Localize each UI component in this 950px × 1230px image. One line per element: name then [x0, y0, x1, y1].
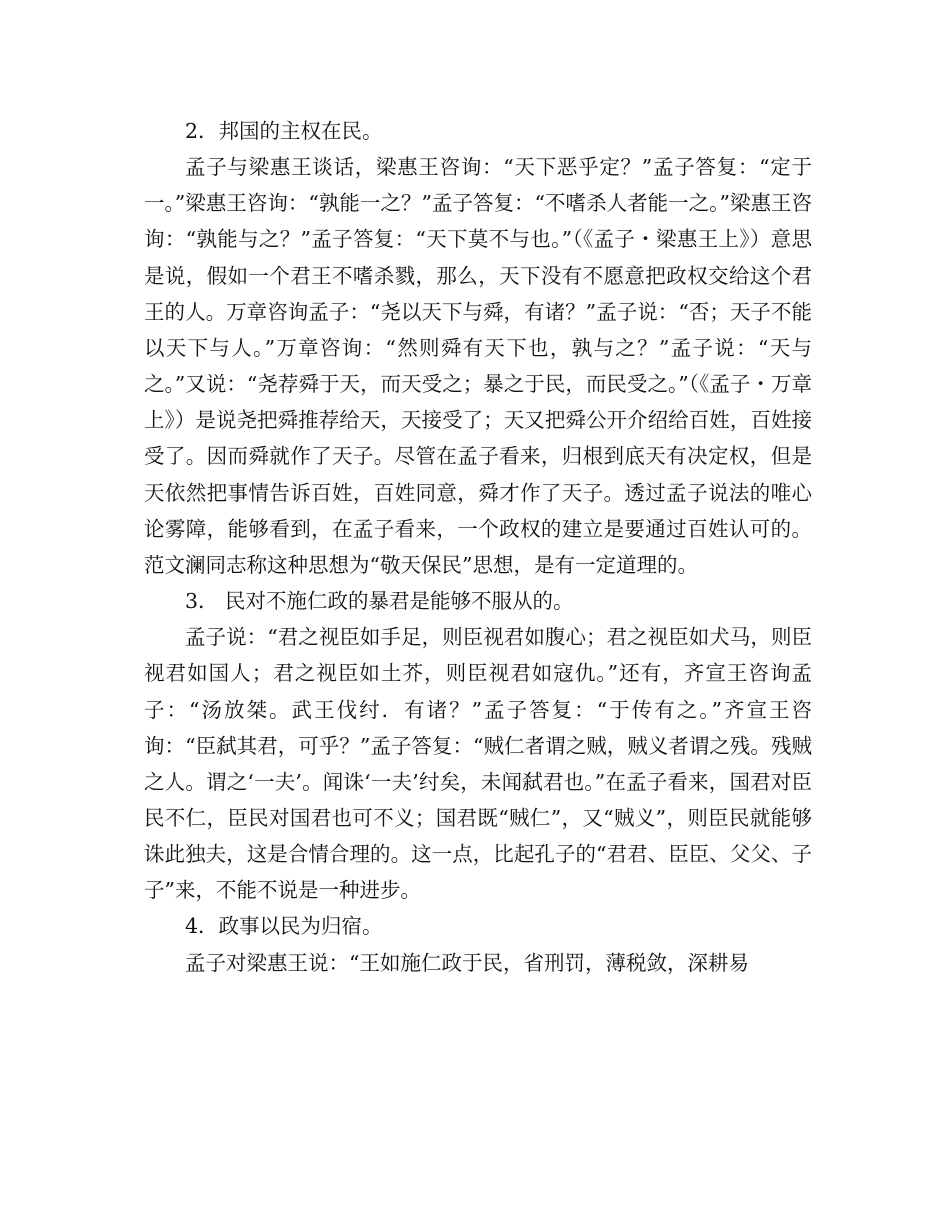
- body-paragraph: 孟子对梁惠王说：“王如施仁政于民，省刑罚，薄税敛，深耕易: [185, 950, 749, 975]
- section-heading-2: 2．邦国的主权在民。: [185, 119, 383, 143]
- section-heading-4: 4．政事以民为归宿。: [185, 914, 383, 939]
- section-heading-3: 3． 民对不施仁政的暴君是能够不服从的。: [185, 589, 574, 614]
- document-body: [144, 113, 812, 981]
- body-paragraph: 孟子与梁惠王谈话，梁惠王咨询：“天下恶乎定？”孟子答复：“定于一。”梁惠王咨询：“孰能一之？”孟子答复：“不嗜杀人者能一之。”梁惠王咨询：“孰能与之？”孟子答复：“天下莫不与也。”（《孟子・梁惠王上》）意思是说，假如一个君王不嗜杀戮，那么，天下没有不愿意把政权交给这个君王的人。万章咨询孟子：“尧以天下与舜，有诸？”孟子说：“否；天子不能以天下与人。”万章咨询：“然则舜有天下也，孰与之？”孟子说：“天与之。”又说：“尧荐舜于天，而天受之；暴之于民，而民受之。”（《孟子・万章上》）是说尧把舜推荐给天，天接受了；天又把舜公开介绍给百姓，百姓接受了。因而舜就作了天子。尽管在孟子看来，归根到底天有决定权，但是天依然把事情告诉百姓，百姓同意，舜才作了天子。透过孟子说法的唯心论雾障，能够看到，在孟子看来，一个政权的建立是要通过百姓认可的。范文澜同志称这种思想为“敬天保民”思想，是有一定道理的。: [144, 155, 812, 577]
- body-paragraph: 孟子说：“君之视臣如手足，则臣视君如腹心；君之视臣如犬马，则臣视君如国人；君之视臣如土芥，则臣视君如寇仇。”还有，齐宣王咨询孟子：“汤放桀。武王伐纣．有诸？”孟子答复：“于传有之。”齐宣王咨询：“臣弑其君，可乎？”孟子答复：“贼仁者谓之贼，贼义者谓之残。残贼之人。谓之‘一夫’。闻诛‘一夫’纣矣，未闻弑君也。”在孟子看来，国君对臣民不仁，臣民对国君也可不义；国君既“贼仁”，又“贼义”，则臣民就能够诛此独夫，这是合情合理的。这一点，比起孔子的“君君、臣臣、父父、子子”来，不能不说是一种进步。: [144, 625, 812, 903]
